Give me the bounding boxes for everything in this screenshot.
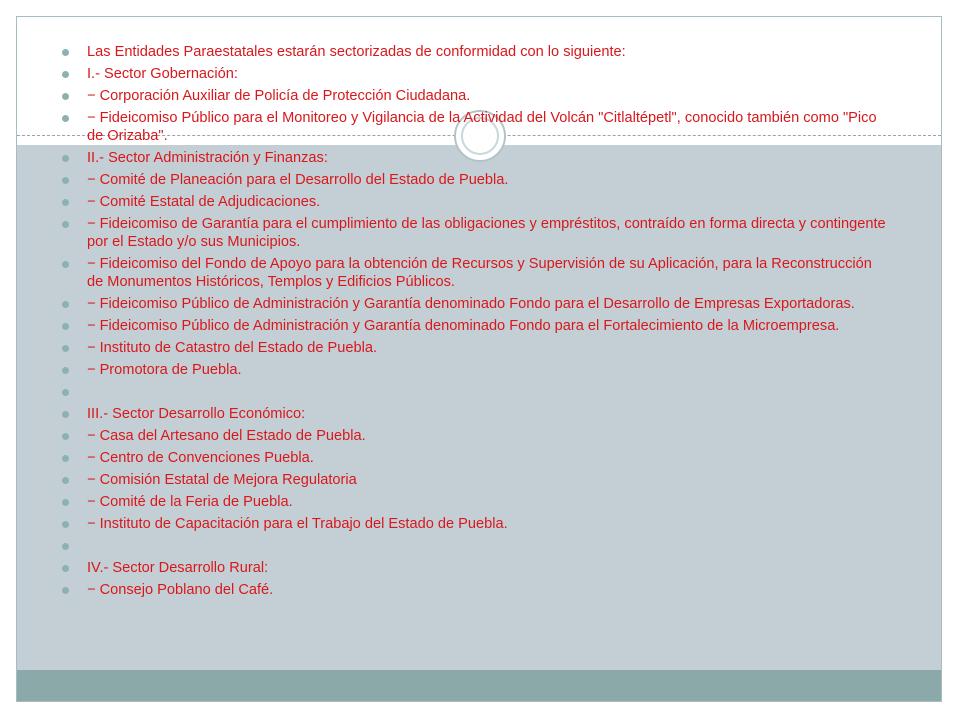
- circle-bullet-icon: [62, 221, 69, 228]
- list-item: [62, 581, 892, 599]
- list-item: [62, 471, 892, 489]
- list-item-text: − Instituto de Catastro del Estado de Puebla.: [87, 340, 378, 356]
- circle-bullet-icon: [62, 301, 69, 308]
- list-item-text: Las Entidades Paraestatales estarán sectorizadas de conformidad con lo siguiente:: [87, 44, 626, 60]
- list-item-text: − Fideicomiso Público para el Monitoreo y Vigilancia de la Actividad del Volcán "Citlaltépetl", conocido también como "Pico de Orizaba".: [87, 110, 877, 144]
- list-item-text: − Instituto de Capacitación para el Trabajo del Estado de Puebla.: [87, 516, 508, 532]
- list-item: [62, 361, 892, 379]
- circle-bullet-icon: [62, 49, 69, 56]
- list-item: [62, 295, 892, 313]
- list-item-text: − Fideicomiso de Garantía para el cumplimiento de las obligaciones y empréstitos, contraído en forma directa y contingente por el Estado y/o sus Municipios.: [87, 216, 886, 250]
- circle-bullet-icon: [62, 565, 69, 572]
- list-item: [62, 193, 892, 211]
- list-item: [62, 383, 892, 401]
- circle-bullet-icon: [62, 521, 69, 528]
- circle-bullet-icon: [62, 261, 69, 268]
- circle-bullet-icon: [62, 411, 69, 418]
- list-item-text: − Comité de Planeación para el Desarrollo del Estado de Puebla.: [87, 172, 509, 188]
- list-item-text: III.- Sector Desarrollo Económico:: [87, 406, 306, 422]
- circle-bullet-icon: [62, 433, 69, 440]
- list-item: [62, 215, 892, 251]
- circle-bullet-icon: [62, 345, 69, 352]
- circle-bullet-icon: [62, 477, 69, 484]
- circle-bullet-icon: [62, 367, 69, 374]
- list-item: [62, 559, 892, 577]
- circle-bullet-icon: [62, 323, 69, 330]
- circle-bullet-icon: [62, 71, 69, 78]
- list-item: [62, 339, 892, 357]
- circle-bullet-icon: [62, 389, 69, 396]
- list-item-text: IV.- Sector Desarrollo Rural:: [87, 560, 269, 576]
- list-item: [62, 427, 892, 445]
- list-item-text: − Consejo Poblano del Café.: [87, 582, 274, 598]
- list-item: [62, 109, 892, 145]
- list-item: [62, 171, 892, 189]
- list-item: [62, 149, 892, 167]
- circle-bullet-icon: [62, 93, 69, 100]
- list-item-text: − Corporación Auxiliar de Policía de Protección Ciudadana.: [87, 88, 471, 104]
- circle-bullet-icon: [62, 543, 69, 550]
- list-item-text: − Fideicomiso del Fondo de Apoyo para la obtención de Recursos y Supervisión de su Aplicación, para la Reconstrucción de Monumentos Históricos, Templos y Edificios Públicos.: [87, 256, 872, 290]
- list-item: [62, 537, 892, 555]
- list-item: [62, 65, 892, 83]
- list-item-text: − Casa del Artesano del Estado de Puebla.: [87, 428, 366, 444]
- circle-bullet-icon: [62, 455, 69, 462]
- list-item: [62, 493, 892, 511]
- list-item-text: − Fideicomiso Público de Administración y Garantía denominado Fondo para el Fortalecimiento de la Microempresa.: [87, 318, 840, 334]
- list-item-text: − Comité Estatal de Adjudicaciones.: [87, 194, 321, 210]
- list-item-text: − Centro de Convenciones Puebla.: [87, 450, 314, 466]
- list-item: [62, 515, 892, 533]
- circle-bullet-icon: [62, 177, 69, 184]
- list-item-text: − Fideicomiso Público de Administración y Garantía denominado Fondo para el Desarrollo de Empresas Exportadoras.: [87, 296, 855, 312]
- list-item: [62, 449, 892, 467]
- circle-bullet-icon: [62, 199, 69, 206]
- list-item: [62, 405, 892, 423]
- list-item-text: II.- Sector Administración y Finanzas:: [87, 150, 328, 166]
- bullet-list: [62, 43, 892, 603]
- list-item: [62, 87, 892, 105]
- list-item: [62, 43, 892, 61]
- list-item: [62, 255, 892, 291]
- list-item: [62, 317, 892, 335]
- circle-bullet-icon: [62, 115, 69, 122]
- list-item-text: I.- Sector Gobernación:: [87, 66, 238, 82]
- circle-bullet-icon: [62, 499, 69, 506]
- list-item-text: − Comisión Estatal de Mejora Regulatoria: [87, 472, 357, 488]
- circle-bullet-icon: [62, 587, 69, 594]
- circle-bullet-icon: [62, 155, 69, 162]
- list-item-text: − Promotora de Puebla.: [87, 362, 242, 378]
- list-item-text: − Comité de la Feria de Puebla.: [87, 494, 293, 510]
